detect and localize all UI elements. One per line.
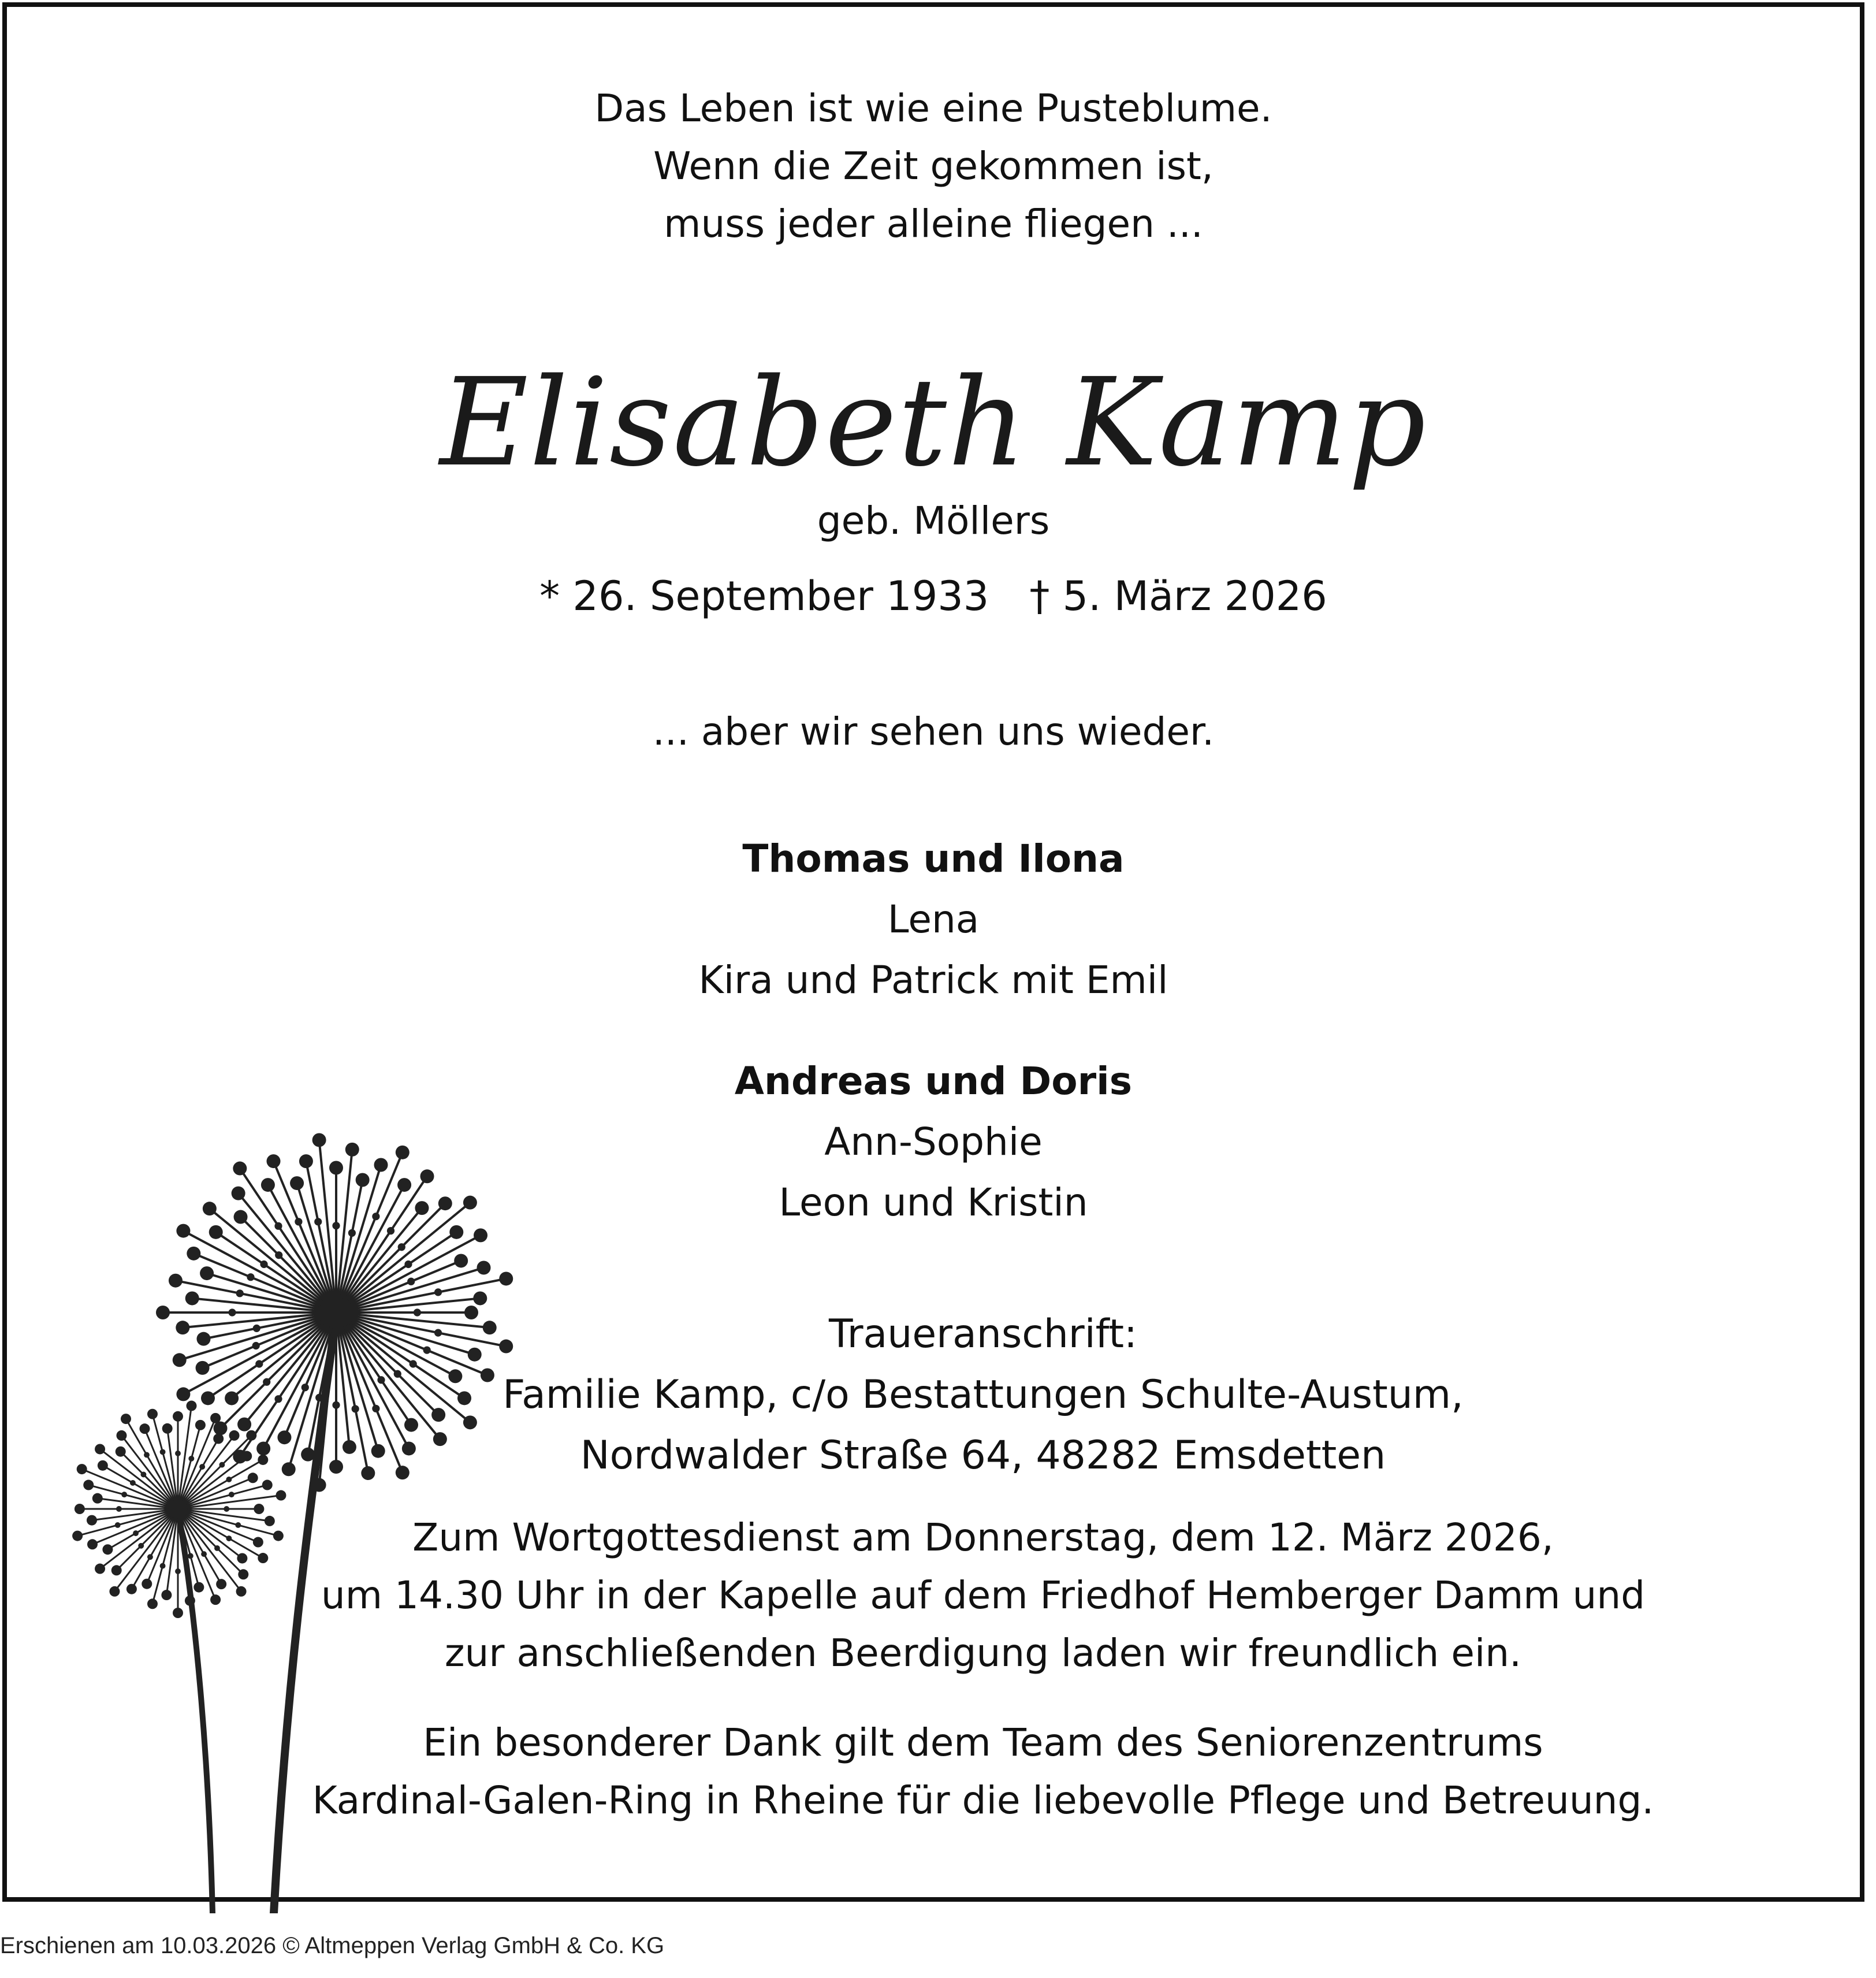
service-line: zur anschließenden Beerdigung laden wir freundlich ein. — [444, 1631, 1522, 1675]
mourner-group-2-member: Leon und Kristin — [779, 1180, 1088, 1225]
poem-line-3: muss jeder alleine fliegen ... — [664, 202, 1203, 246]
obituary-frame — [2, 2, 1864, 1902]
thanks-block — [180, 1714, 1786, 1830]
address-line: Nordwalder Straße 64, 48282 Emsdetten — [580, 1433, 1386, 1478]
address-line: Familie Kamp, c/o Bestattungen Schulte-Austum, — [502, 1372, 1464, 1418]
publication-footer: Erschienen am 10.03.2026 © Altmeppen Verlag GmbH & Co. KG — [0, 1933, 665, 1958]
life-dates — [7, 567, 1860, 625]
mourner-group-1-heading: Thomas und Ilona — [742, 836, 1125, 881]
address-block — [180, 1304, 1786, 1486]
mourner-group-2-heading: Andreas und Doris — [734, 1059, 1133, 1103]
mourner-group-1-member: Kira und Patrick mit Emil — [698, 958, 1168, 1002]
thanks-line: Ein besonderer Dank gilt dem Team des Seniorenzentrums — [423, 1720, 1543, 1765]
birth-date: * 26. September 1933 — [539, 572, 989, 620]
birth-name: geb. Möllers — [817, 499, 1050, 543]
poem-line-1: Das Leben ist wie eine Pusteblume. — [594, 86, 1272, 131]
service-line: Zum Wortgottesdienst am Donnerstag, dem 12. März 2026, — [412, 1515, 1554, 1560]
mourner-group-2-member: Ann-Sophie — [824, 1120, 1043, 1164]
obituary-content — [7, 7, 1860, 1897]
address-heading: Traueranschrift: — [829, 1311, 1137, 1357]
mourner-group-1-member: Lena — [887, 897, 980, 942]
service-line: um 14.30 Uhr in der Kapelle auf dem Friedhof Hemberger Damm und — [321, 1573, 1646, 1618]
service-block — [180, 1509, 1786, 1682]
closing-line: ... aber wir sehen uns wieder. — [652, 709, 1215, 754]
deceased-name: Elisabeth Kamp — [440, 352, 1427, 493]
death-date: † 5. März 2026 — [1029, 572, 1327, 620]
thanks-line: Kardinal-Galen-Ring in Rheine für die liebevolle Pflege und Betreuung. — [312, 1778, 1654, 1823]
poem-line-2: Wenn die Zeit gekommen ist, — [653, 144, 1214, 188]
